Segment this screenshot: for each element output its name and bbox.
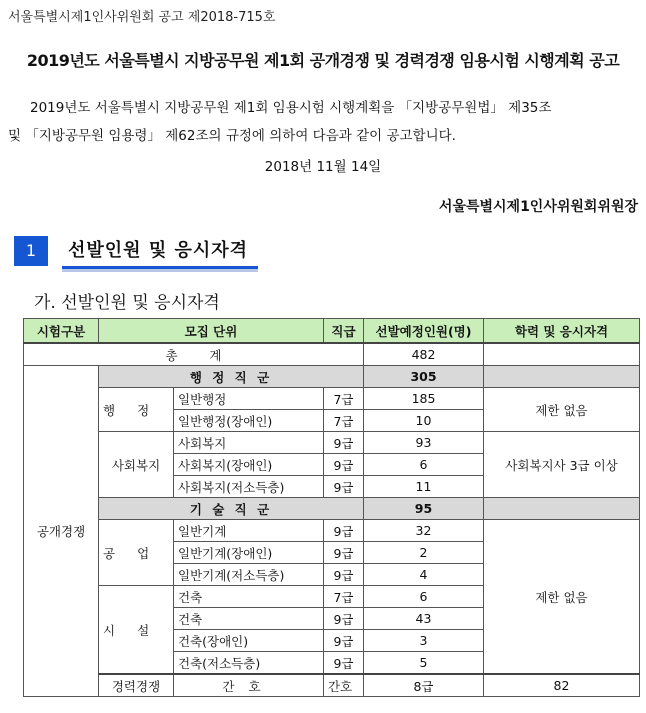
count-cell: 4: [364, 564, 484, 586]
grade-cell: 8급: [364, 674, 484, 697]
unit-cell: 건축: [174, 608, 324, 630]
issue-date: 2018년 11월 14일: [264, 159, 382, 175]
unit-cell: 건축: [174, 586, 324, 608]
qual-welfare: 사회복지사 3급 이상: [484, 432, 640, 498]
grade-cell: 9급: [324, 476, 364, 498]
grade-cell: 7급: [324, 586, 364, 608]
count-cell: 93: [364, 432, 484, 454]
unit-cell: 일반행정(장애인): [174, 410, 324, 432]
body-line-2: 및 「지방공무원 임용령」 제62조의 규정에 의하여 다음과 같이 공고합니다.: [8, 128, 456, 144]
header-unit: 모집 단위: [99, 319, 324, 344]
body-line-1: 2019년도 서울특별시 지방공무원 제1회 임용시험 시행계획을 「지방공무원법」 제35조: [30, 100, 552, 116]
group-row-admin: [24, 366, 640, 388]
count-cell: 5: [364, 652, 484, 675]
unit-cell: 사회복지(저소득층): [174, 476, 324, 498]
unit-cell: 사회복지: [174, 432, 324, 454]
signer: 서울특별시제1인사위원회위원장: [438, 199, 638, 215]
grade-cell: 7급: [324, 388, 364, 410]
table-row: [24, 520, 640, 542]
total-label: 총 계: [24, 343, 364, 366]
exam-type-open: 공개경쟁: [24, 366, 99, 697]
category-admin: 행정: [99, 388, 174, 432]
document-title: 2019년도 서울특별시 지방공무원 제1회 공개경쟁 및 경력경쟁 임용시험 시행계획 공고: [26, 51, 620, 70]
unit-cell: 건축(장애인): [174, 630, 324, 652]
section-title: 선발인원 및 응시자격: [62, 236, 258, 269]
unit-cell: 일반기계(저소득층): [174, 564, 324, 586]
count-cell: 2: [364, 542, 484, 564]
total-qual-empty: [484, 343, 640, 366]
group-tech-value: 95: [364, 498, 484, 520]
total-row: [24, 343, 640, 366]
grade-cell: 9급: [324, 652, 364, 675]
count-cell: 10: [364, 410, 484, 432]
grade-cell: 9급: [324, 454, 364, 476]
grade-cell: 9급: [324, 542, 364, 564]
count-cell: 32: [364, 520, 484, 542]
table-header-row: [24, 319, 640, 344]
unit-cell: 건축(저소득층): [174, 652, 324, 675]
count-cell: 82: [484, 674, 640, 697]
count-cell: 3: [364, 630, 484, 652]
exam-type-career: 경력경쟁: [99, 674, 174, 697]
category-nurse: 간호: [174, 674, 324, 697]
grade-cell: 9급: [324, 630, 364, 652]
notice-number: 서울특별시제1인사위원회 공고 제2018-715호: [8, 10, 276, 25]
group-admin-label: 행 정 직 군: [99, 366, 364, 388]
count-cell: 11: [364, 476, 484, 498]
body-paragraph: [8, 94, 640, 150]
count-cell: 6: [364, 586, 484, 608]
recruitment-table: [23, 318, 640, 697]
unit-cell: 사회복지(장애인): [174, 454, 324, 476]
table-row-career: [24, 674, 640, 697]
header-exam-type: 시험구분: [24, 319, 99, 344]
grade-cell: 9급: [324, 432, 364, 454]
group-admin-qual: [484, 366, 640, 388]
grade-cell: 9급: [324, 520, 364, 542]
subsection-title: 가. 선발인원 및 응시자격: [34, 293, 220, 313]
total-value: 482: [364, 343, 484, 366]
section-number: 1: [14, 236, 48, 266]
category-facility: 시설: [99, 586, 174, 675]
group-tech-qual: [484, 498, 640, 520]
count-cell: 185: [364, 388, 484, 410]
table-row: [24, 388, 640, 410]
qual-tech: 제한 없음: [484, 520, 640, 675]
unit-cell: 일반기계: [174, 520, 324, 542]
qual-admin: 제한 없음: [484, 388, 640, 432]
header-count: 선발예정인원(명): [364, 319, 484, 344]
table-row: [24, 432, 640, 454]
unit-cell: 일반행정: [174, 388, 324, 410]
group-row-tech: [24, 498, 640, 520]
category-welfare: 사회복지: [99, 432, 174, 498]
header-qualification: 학력 및 응시자격: [484, 319, 640, 344]
grade-cell: 7급: [324, 410, 364, 432]
unit-cell: 일반기계(장애인): [174, 542, 324, 564]
category-industry: 공업: [99, 520, 174, 586]
count-cell: 43: [364, 608, 484, 630]
group-admin-value: 305: [364, 366, 484, 388]
count-cell: 6: [364, 454, 484, 476]
header-grade: 직급: [324, 319, 364, 344]
group-tech-label: 기 술 직 군: [99, 498, 364, 520]
grade-cell: 9급: [324, 564, 364, 586]
unit-cell: 간호: [324, 674, 364, 697]
grade-cell: 9급: [324, 608, 364, 630]
